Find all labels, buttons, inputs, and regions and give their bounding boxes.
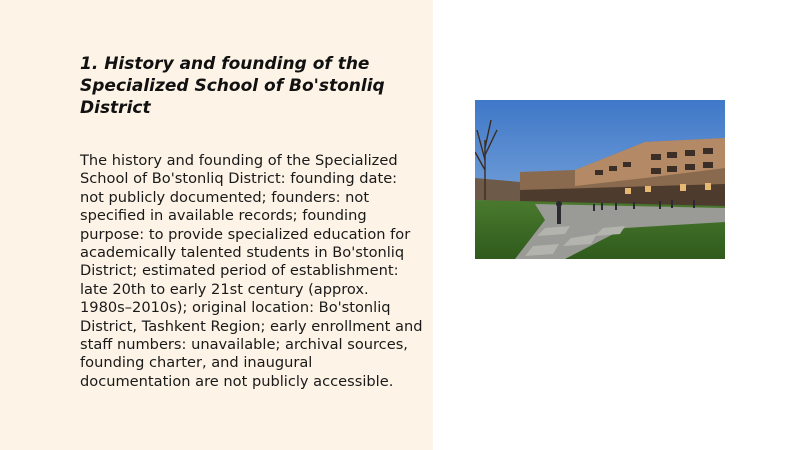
slide-body-text: The history and founding of the Specialized School of Bo'stonliq District: founding date: not publicly documented; founders: not specified in available records; founding purpose: to provide specialized education for academically talented students in Bo'stonliq District; estimated period of establishment: late 20th to early 21st century (approx. 1980s–2010s); original location: Bo'stonliq District, Tashkent Region; early enrollment and staff numbers: unavailable; archival sources, founding charter, and inaugural documentation are not publicly accessible.: [80, 152, 423, 390]
school-building-photo: [475, 100, 725, 259]
slide-title: 1. History and founding of the Specialized School of Bo'stonliq District: [80, 54, 385, 118]
